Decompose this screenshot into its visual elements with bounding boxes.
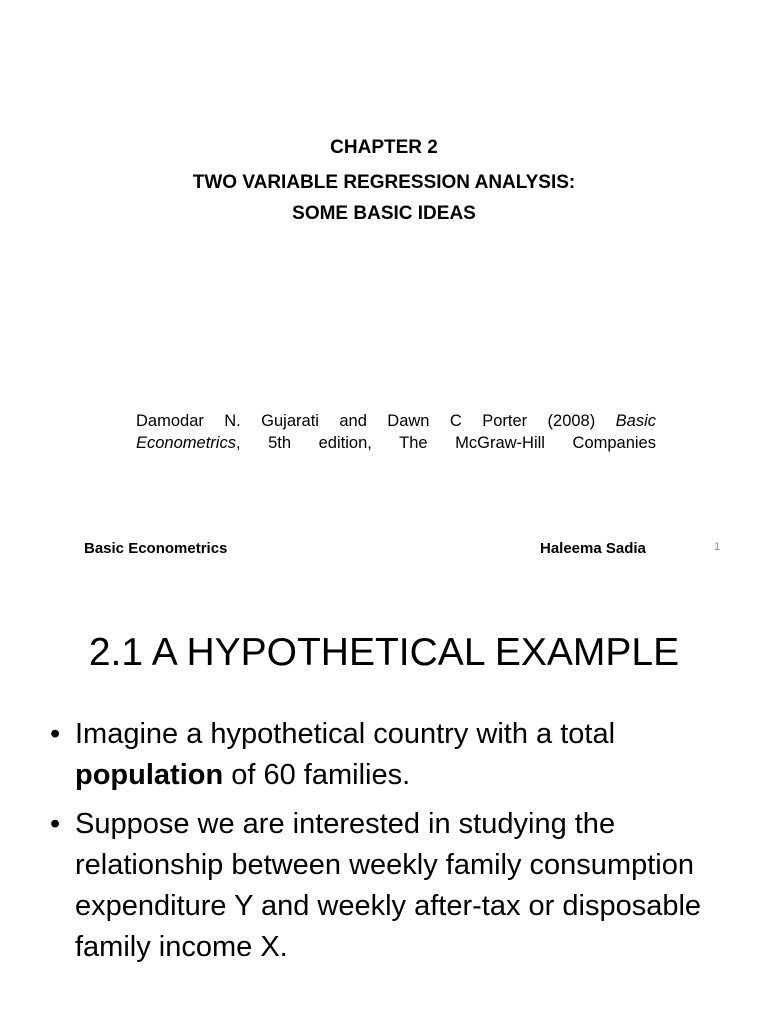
- citation: [136, 410, 656, 454]
- citation-book-title-part1: Basic: [615, 412, 656, 430]
- chapter-heading: CHAPTER 2: [330, 137, 438, 158]
- slide-title: 2.1 A HYPOTHETICAL EXAMPLE: [88, 631, 680, 674]
- citation-line-2: [136, 432, 656, 454]
- citation-line-1: [136, 410, 656, 432]
- citation-edition-publisher: , 5th edition, The McGraw-Hill Companies: [235, 434, 656, 452]
- page-number: 1: [714, 541, 721, 553]
- citation-book-title-part2: Econometrics: [136, 434, 236, 452]
- slide-title-line-1: TWO VARIABLE REGRESSION ANALYSIS:: [192, 172, 576, 193]
- bullet-1-text-start: Imagine a hypothetical country with a total: [75, 718, 616, 750]
- bullet-item-1: [50, 714, 740, 796]
- footer-author: Haleema Sadia: [540, 540, 646, 557]
- bullet-1-emphasis: population: [75, 759, 224, 791]
- bullet-1-text-end: of 60 families.: [223, 759, 411, 791]
- slide-2: [0, 576, 768, 1024]
- slide-title-line-2: SOME BASIC IDEAS: [292, 203, 476, 224]
- footer-course: Basic Econometrics: [84, 540, 228, 557]
- bullet-item-2: • Suppose we are interested in studying the relationship between weekly family consumption expenditure Y and weekly after-tax or disposable family income X.: [50, 804, 740, 968]
- bullet-list: [50, 714, 740, 976]
- citation-authors: Damodar N. Gujarati and Dawn C Porter (2008): [136, 412, 616, 430]
